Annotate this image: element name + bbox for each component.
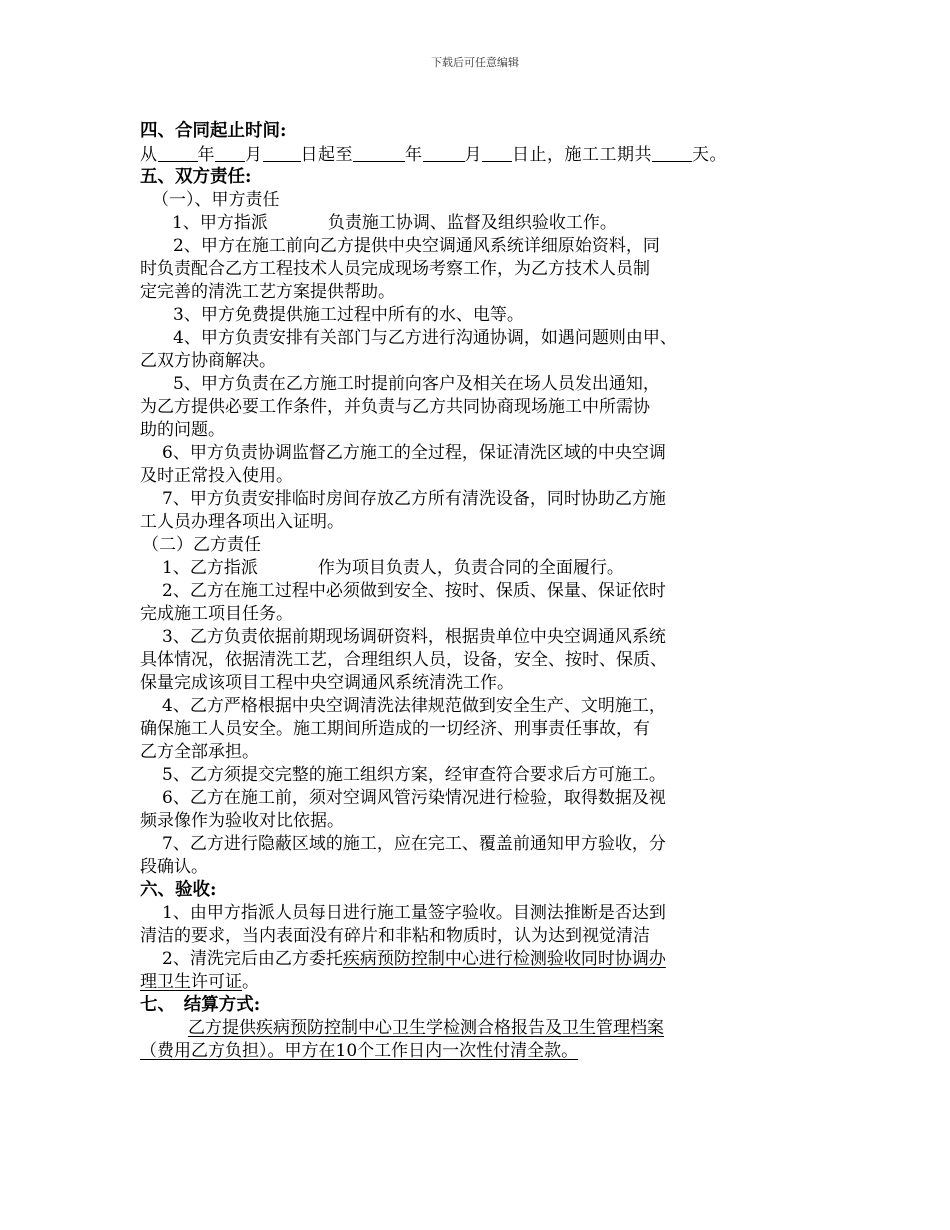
blank-start-month — [215, 143, 245, 162]
section-5-title: 五、双方责任: — [140, 167, 252, 187]
blank-start-year — [158, 143, 198, 162]
party-a-item-7-cont: 工人员办理各项出入证明。 — [140, 512, 344, 532]
party-b-item-7-cont: 段确认。 — [140, 857, 208, 877]
text: 年 — [197, 145, 215, 165]
acceptance-item-2 — [140, 948, 815, 971]
contract-period-line — [140, 143, 815, 166]
underlined-text: （费用乙方负担）。甲方在10个工作日内一次性付清全款。 — [140, 1041, 579, 1061]
party-b-item-3-cont: 保量完成该项目工程中央空调通风系统清洗工作。 — [140, 673, 514, 693]
text: 日止，施工工期共 — [512, 145, 652, 165]
text: 从 — [140, 145, 158, 165]
party-a-item-6-cont: 及时正常投入使用。 — [140, 466, 293, 486]
text: 1、乙方指派 — [162, 558, 258, 578]
party-a-item-2: 2、甲方在施工前向乙方提供中央空调通风系统详细原始资料，同 — [173, 236, 660, 256]
text: 天。 — [692, 145, 727, 165]
party-a-item-6: 6、甲方负责协调监督乙方施工的全过程，保证清洗区域的中央空调 — [162, 443, 666, 463]
blank-duration-days — [652, 143, 692, 162]
blank-start-day — [263, 143, 301, 162]
party-b-item-7: 7、乙方进行隐蔽区域的施工，应在完工、覆盖前通知甲方验收，分 — [162, 834, 666, 854]
party-b-item-4: 4、乙方严格根据中央空调清洗法律规范做到安全生产、文明施工， — [162, 696, 666, 716]
blank-end-month — [423, 143, 465, 162]
underlined-text: 乙方提供疾病预防控制中心卫生学检测合格报告及卫生管理档案 — [188, 1018, 664, 1038]
blank-end-day — [482, 143, 512, 162]
party-b-item-2-cont: 完成施工项目任务。 — [140, 604, 293, 624]
blank-end-year — [353, 143, 405, 162]
party-a-item-4: 4、甲方负责安排有关部门与乙方进行沟通协调，如遇问题则由甲、 — [173, 328, 677, 348]
acceptance-item-2-cont — [140, 971, 815, 994]
party-a-title: （一）、甲方责任 — [152, 190, 280, 210]
text: 月 — [245, 145, 263, 165]
party-a-item-5-cont: 助的问题。 — [140, 420, 225, 440]
section-6-title: 六、验收: — [140, 880, 217, 900]
section-7-title: 七、 结算方式: — [140, 995, 261, 1015]
acceptance-item-1-cont: 清洁的要求，当内表面没有碎片和非粘和物质时，认为达到视觉清洁 — [140, 926, 650, 946]
party-b-item-4-cont: 乙方全部承担。 — [140, 742, 259, 762]
party-b-item-6: 6、乙方在施工前，须对空调风管污染情况进行检验，取得数据及视 — [162, 788, 666, 808]
acceptance-item-1: 1、由甲方指派人员每日进行施工量签字验收。目测法推断是否达到 — [162, 903, 666, 923]
contract-document — [140, 120, 815, 1063]
text: 1、甲方指派 — [172, 213, 268, 233]
party-a-item-4-cont: 乙双方协商解决。 — [140, 351, 276, 371]
party-b-item-5: 5、乙方须提交完整的施工组织方案，经审查符合要求后方可施工。 — [162, 765, 666, 785]
party-b-item-1 — [140, 557, 815, 580]
party-a-item-2-cont: 定完善的清洗工艺方案提供帮助。 — [140, 282, 395, 302]
underlined-text: 疾病预防控制中心进行检测验收同时协调办 — [342, 949, 666, 969]
party-a-item-5: 5、甲方负责在乙方施工时提前向客户及相关在场人员发出通知， — [173, 374, 660, 394]
page-header: 下载后可任意编辑 — [431, 56, 519, 69]
text: 作为项目负责人，负责合同的全面履行。 — [317, 558, 624, 578]
settlement-line-2 — [140, 1040, 815, 1063]
text: 年 — [405, 145, 423, 165]
party-b-item-3-cont: 具体情况，依据清洗工艺，合理组织人员，设备，安全、按时、保质、 — [140, 650, 667, 670]
party-b-title: （二）乙方责任 — [142, 535, 261, 555]
underlined-text: 理卫生许可证 — [140, 972, 242, 992]
party-b-item-4-cont: 确保施工人员安全。施工期间所造成的一切经济、刑事责任事故，有 — [140, 719, 650, 739]
text: 月 — [464, 145, 482, 165]
party-b-item-2: 2、乙方在施工过程中必须做到安全、按时、保质、保量、保证依时 — [162, 581, 666, 601]
text: 。 — [242, 972, 259, 992]
settlement-line-1 — [140, 1017, 815, 1040]
section-4-title: 四、合同起止时间: — [140, 121, 287, 141]
text: 日起至 — [300, 145, 353, 165]
party-a-item-2-cont: 时负责配合乙方工程技术人员完成现场考察工作，为乙方技术人员制 — [140, 259, 650, 279]
party-a-item-1 — [140, 212, 815, 235]
party-a-item-3: 3、甲方免费提供施工过程中所有的水、电等。 — [173, 305, 524, 325]
text: 2、清洗完后由乙方委托 — [162, 949, 343, 969]
party-b-item-6-cont: 频录像作为验收对比依据。 — [140, 811, 344, 831]
party-a-item-5-cont: 为乙方提供必要工作条件，并负责与乙方共同协商现场施工中所需协 — [140, 397, 650, 417]
party-b-item-3: 3、乙方负责依据前期现场调研资料，根据贵单位中央空调通风系统 — [162, 627, 666, 647]
party-a-item-7: 7、甲方负责安排临时房间存放乙方所有清洗设备，同时协助乙方施 — [162, 489, 666, 509]
text: 负责施工协调、监督及组织验收工作。 — [327, 213, 617, 233]
